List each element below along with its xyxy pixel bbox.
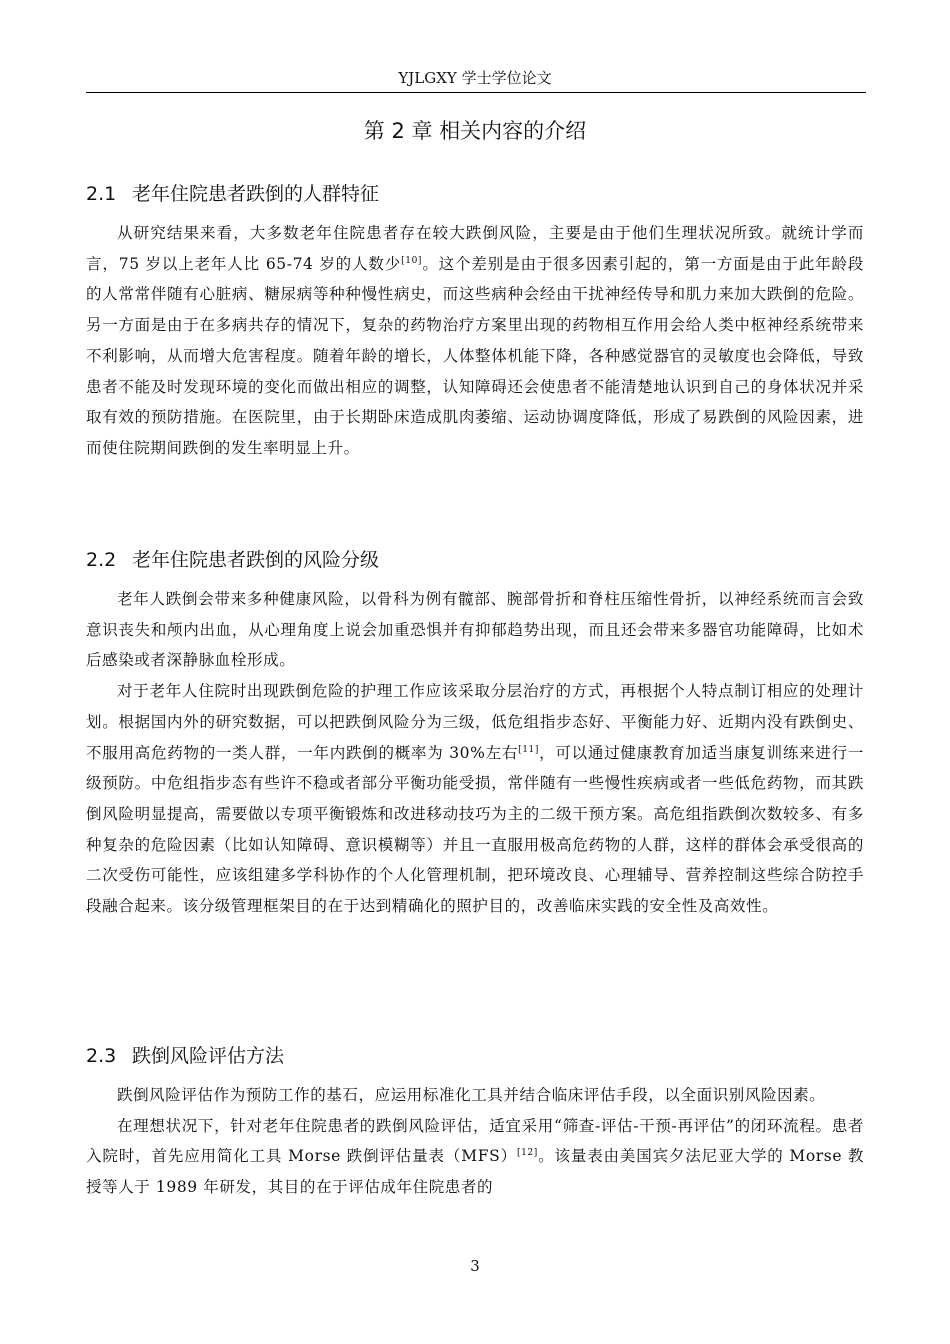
paragraph-text: 在理想状况下，针对老年住院患者的跌倒风险评估，适宜采用“筛查-评估-干预-再评估”的闭环流程。患者入院时，首先应用简化工具 Morse 跌倒评估量表（MFS） (86, 1116, 864, 1166)
paragraph (86, 1111, 864, 1203)
section-2-1 (86, 180, 864, 464)
citation: [10] (401, 255, 423, 266)
paragraph (86, 218, 864, 464)
section-number: 2.1 (86, 183, 117, 205)
paragraph (86, 1080, 864, 1111)
paragraph-text: 老年人跌倒会带来多种健康风险，以骨科为例有髋部、腕部骨折和脊柱压缩性骨折，以神经系统而言会致意识丧失和颅内出血，从心理角度上说会加重恐惧并有抑郁趋势出现，而且还会带来多器官功能障碍，比如术后感染或者深静脉血栓形成。 (86, 590, 864, 670)
section-number: 2.2 (86, 549, 117, 571)
section-2-3 (86, 1042, 864, 1203)
section-2-2 (86, 546, 864, 922)
running-header: YJLGXY 学士学位论文 (398, 69, 552, 87)
section-heading (86, 546, 864, 574)
paragraph-text: 。这个差别是由于很多因素引起的，第一方面是由于此年龄段的人常常伴随有心脏病、糖尿病等种种慢性病史，而这些病种会经由干扰神经传导和肌力来加大跌倒的危险。另一方面是由于在多病共存的情况下，复杂的药物治疗方案里出现的药物相互作用会给人类中枢神经系统带来不利影响，从而增大危害程度。随着年龄的增长，人体整体机能下降，各种感觉器官的灵敏度也会降低，导致患者不能及时发现环境的变化而做出相应的调整，认知障碍还会使患者不能清楚地认识到自己的身体状况并采取有效的预防措施。在医院里，由于长期卧床造成肌肉萎缩、运动协调度降低，形成了易跌倒的风险因素，进而使住院期间跌倒的发生率明显上升。 (86, 254, 865, 457)
paragraph (86, 676, 864, 922)
section-number: 2.3 (86, 1045, 117, 1067)
paragraph-text: 。该量表由美国宾夕法尼亚大学的 Morse 教授等人于 1989 年研发，其目的在于评估成年住院患者的 (86, 1147, 864, 1197)
paragraph-text: 跌倒风险评估作为预防工作的基石，应运用标准化工具并结合临床评估手段，以全面识别风险因素。 (117, 1086, 826, 1104)
paragraph-text: 从研究结果来看，大多数老年住院患者存在较大跌倒风险，主要是由于他们生理状况所致。就统计学而言，75 岁以上老年人比 65-74 岁的人数少 (86, 224, 864, 273)
paragraph-text: ，可以通过健康教育加适当康复训练来进行一级预防。中危组指步态有些许不稳或者部分平衡功能受损，常伴随有一些慢性疾病或者一些低危药物，而其跌倒风险明显提高，需要做以专项平衡锻炼和改进移动技巧为主的二级干预方案。高危组指跌倒次数较多、有多种复杂的危险因素（比如认知障碍、意识模糊等）并且一直服用极高危药物的人群，这样的群体会承受很高的二次受伤可能性，应该组建多学科协作的个人化管理机制，把环境改良、心理辅导、营养控制这些综合防控手段融合起来。该分级管理框架目的在于达到精确化的照护目的，改善临床实践的安全性及高效性。 (86, 743, 864, 916)
section-heading (86, 1042, 864, 1070)
citation: [12] (516, 1148, 538, 1159)
section-title: 老年住院患者跌倒的风险分级 (132, 549, 380, 571)
section-heading (86, 180, 864, 208)
citation: [11] (518, 744, 539, 755)
section-title: 老年住院患者跌倒的人群特征 (132, 183, 380, 205)
paragraph (86, 584, 864, 676)
paragraph-text: 对于老年人住院时出现跌倒危险的护理工作应该采取分层治疗的方式，再根据个人特点制订相应的处理计划。根据国内外的研究数据，可以把跌倒风险分为三级，低危组指步态好、平衡能力好、近期内没有跌倒史、不服用高危药物的一类人群，一年内跌倒的概率为 30%左右 (86, 682, 864, 762)
chapter-title: 第 2 章 相关内容的介绍 (363, 119, 587, 143)
section-title: 跌倒风险评估方法 (132, 1045, 285, 1067)
page-number: 3 (470, 1257, 480, 1275)
header-rule (86, 92, 866, 93)
